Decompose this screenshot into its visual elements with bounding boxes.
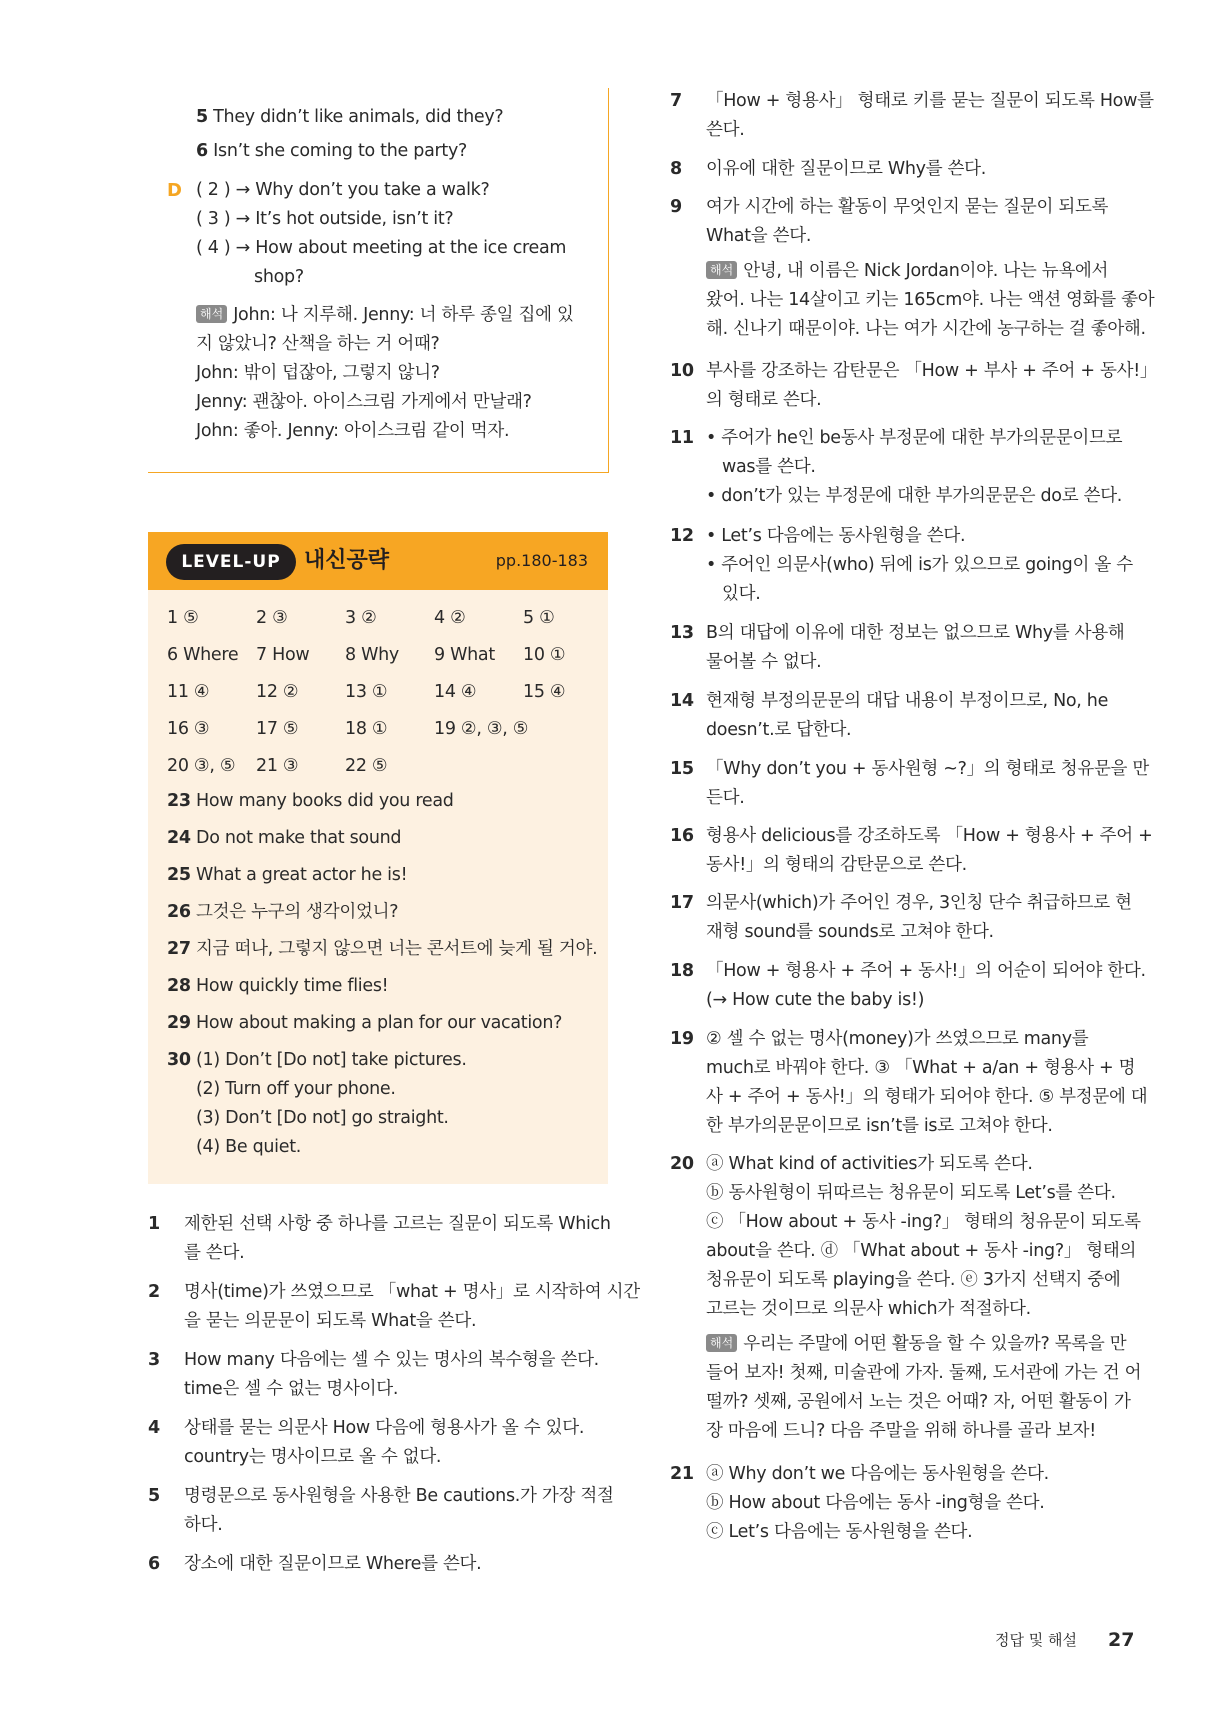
- explanation-line: 동사!」의 형태의 감탄문으로 쓴다.: [706, 855, 967, 875]
- explanation-line: ⓐ Why don’t we 다음에는 동사원형을 쓴다.: [706, 1464, 1049, 1484]
- explanation-line: 있다.: [722, 584, 761, 604]
- explanation-number: 17: [670, 893, 694, 913]
- level-up-badge: LEVEL-UP: [166, 544, 296, 580]
- explanation-line: 한 부가의문문이므로 isn’t를 is로 고쳐야 한다.: [706, 1116, 1053, 1136]
- answer-cell: 20 ③, ⑤: [167, 756, 236, 776]
- translation-line: 장 마음에 드니? 다음 주말을 위해 하나를 골라 보자!: [706, 1421, 1096, 1441]
- answer-number: 24: [167, 828, 191, 848]
- answer-line: [167, 1046, 467, 1075]
- explanation-line: 「Why don’t you + 동사원형 ~?」의 형태로 청유문을 만: [706, 759, 1150, 779]
- answer-cell: 7 How: [256, 645, 310, 665]
- explanation-line: 이유에 대한 질문이므로 Why를 쓴다.: [706, 159, 987, 179]
- explanation-number: 19: [670, 1029, 694, 1049]
- answer-cell: 16 ③: [167, 719, 210, 739]
- answer-text: Isn’t she coming to the party?: [213, 141, 467, 161]
- answer-line: shop?: [254, 267, 304, 287]
- answer-text: 그것은 누구의 생각이었니?: [196, 902, 399, 922]
- explanation-number: 1: [148, 1214, 160, 1234]
- section-d-label: D: [167, 180, 182, 201]
- answer-line: (3) Don’t [Do not] go straight.: [196, 1108, 449, 1128]
- footer-section-title: 정답 및 해설: [995, 1631, 1077, 1649]
- explanation-line: ⓒ 「How about + 동사 -ing?」 형태의 청유문이 되도록: [706, 1212, 1141, 1232]
- explanation-line: 물어볼 수 없다.: [706, 652, 822, 672]
- answer-text: 지금 떠나, 그렇지 않으면 너는 콘서트에 늦게 될 거야.: [196, 939, 598, 959]
- answer-line: [167, 972, 388, 1001]
- explanation-line: 「How + 형용사 + 주어 + 동사!」의 어순이 되어야 한다.: [706, 961, 1146, 981]
- explanation-line: much로 바꿔야 한다. ③ 「What + a/an + 형용사 + 명: [706, 1058, 1136, 1078]
- answer-line: [196, 137, 467, 166]
- explanation-line: ⓑ 동사원형이 뒤따르는 청유문이 되도록 Let’s를 쓴다.: [706, 1183, 1116, 1203]
- translation-line: 들어 보자! 첫째, 미술관에 가자. 둘째, 도서관에 가는 건 어: [706, 1363, 1142, 1383]
- explanation-line: 제한된 선택 사항 중 하나를 고르는 질문이 되도록 Which: [184, 1214, 611, 1234]
- explanation-line: (→ How cute the baby is!): [706, 990, 925, 1010]
- answer-cell: 4 ②: [434, 608, 466, 628]
- answer-cell: 8 Why: [345, 645, 399, 665]
- level-up-title: 내신공략: [304, 548, 390, 573]
- translation-line: John: 밖이 덥잖아, 그렇지 않니?: [196, 363, 440, 383]
- answer-number: 25: [167, 865, 191, 885]
- answer-cell: 22 ⑤: [345, 756, 388, 776]
- explanation-number: 2: [148, 1282, 160, 1302]
- explanation-number: 11: [670, 428, 694, 448]
- explanation-number: 4: [148, 1418, 160, 1438]
- explanation-line: 여가 시간에 하는 활동이 무엇인지 묻는 질문이 되도록: [706, 197, 1109, 217]
- explanation-number: 16: [670, 826, 694, 846]
- explanation-number: 18: [670, 961, 694, 981]
- haeseok-badge: 해석: [196, 305, 227, 323]
- answer-text: How many books did you read: [196, 791, 454, 811]
- answer-line: [167, 898, 398, 927]
- explanation-line: ⓒ Let’s 다음에는 동사원형을 쓴다.: [706, 1522, 973, 1542]
- answer-cell: 12 ②: [256, 682, 299, 702]
- answer-line: [167, 935, 597, 964]
- explanation-line: 를 쓴다.: [184, 1243, 245, 1263]
- answer-number: 23: [167, 791, 191, 811]
- translation-text: John: 나 지루해. Jenny: 너 하루 종일 집에 있: [233, 305, 574, 325]
- translation-line: 떨까? 셋째, 공원에서 노는 것은 어때? 자, 어떤 활동이 가: [706, 1392, 1131, 1412]
- answer-cell: 14 ④: [434, 682, 477, 702]
- explanation-number: 7: [670, 91, 682, 111]
- explanation-line: 형용사 delicious를 강조하도록 「How + 형용사 + 주어 +: [706, 826, 1153, 846]
- translation-line: 지 않았니? 산책을 하는 거 어때?: [196, 334, 440, 354]
- translation-line: [196, 301, 574, 330]
- answer-cell: 18 ①: [345, 719, 388, 739]
- explanation-number: 5: [148, 1486, 160, 1506]
- explanation-line: doesn’t.로 답한다.: [706, 720, 852, 740]
- answer-line: ( 2 ) → Why don’t you take a walk?: [196, 180, 490, 200]
- answer-line: ( 3 ) → It’s hot outside, isn’t it?: [196, 209, 454, 229]
- translation-line: John: 좋아. Jenny: 아이스크림 같이 먹자.: [196, 421, 510, 441]
- haeseok-badge: 해석: [706, 1334, 737, 1352]
- explanation-line: 의 형태로 쓴다.: [706, 390, 822, 410]
- explanation-number: 9: [670, 197, 682, 217]
- explanation-line: 「How + 형용사」 형태로 키를 묻는 질문이 되도록 How를: [706, 91, 1154, 111]
- translation-line: [706, 1330, 1126, 1359]
- explanation-line: ⓐ What kind of activities가 되도록 쓴다.: [706, 1154, 1033, 1174]
- explanation-line: 사 + 주어 + 동사!」의 형태가 되어야 한다. ⑤ 부정문에 대: [706, 1087, 1148, 1107]
- explanation-number: 14: [670, 691, 694, 711]
- translation-line: Jenny: 괜찮아. 아이스크림 가게에서 만날래?: [196, 392, 532, 412]
- page-range: pp.180-183: [495, 551, 588, 570]
- explanation-line: 장소에 대한 질문이므로 Where를 쓴다.: [184, 1554, 482, 1574]
- answer-cell: 9 What: [434, 645, 495, 665]
- answer-cell: 10 ①: [523, 645, 566, 665]
- answer-text: (1) Don’t [Do not] take pictures.: [196, 1050, 467, 1070]
- explanation-line: B의 대답에 이유에 대한 정보는 없으므로 Why를 사용해: [706, 623, 1125, 643]
- answer-line: [167, 824, 401, 853]
- answer-number: 30: [167, 1050, 191, 1070]
- haeseok-badge: 해석: [706, 261, 737, 279]
- answer-number: 28: [167, 976, 191, 996]
- explanation-line: country는 명사이므로 올 수 없다.: [184, 1447, 442, 1467]
- answer-cell: 11 ④: [167, 682, 210, 702]
- translation-text: 우리는 주말에 어떤 활동을 할 수 있을까? 목록을 만: [743, 1334, 1127, 1354]
- explanation-number: 13: [670, 623, 694, 643]
- explanation-line: about을 쓴다. ⓓ 「What about + 동사 -ing?」 형태의: [706, 1241, 1137, 1261]
- explanation-line: • Let’s 다음에는 동사원형을 쓴다.: [706, 526, 966, 546]
- explanation-line: 현재형 부정의문문의 대답 내용이 부정이므로, No, he: [706, 691, 1109, 711]
- answer-line: [196, 103, 503, 132]
- explanation-line: 하다.: [184, 1515, 223, 1535]
- explanation-number: 10: [670, 361, 694, 381]
- explanation-line: • don’t가 있는 부정문에 대한 부가의문문은 do로 쓴다.: [706, 486, 1123, 506]
- answer-cell: 13 ①: [345, 682, 388, 702]
- page-number: 27: [1108, 1629, 1135, 1651]
- explanation-line: time은 셀 수 없는 명사이다.: [184, 1379, 399, 1399]
- explanation-line: ⓑ How about 다음에는 동사 -ing형을 쓴다.: [706, 1493, 1045, 1513]
- explanation-line: 고르는 것이므로 의문사 which가 적절하다.: [706, 1299, 1031, 1319]
- explanation-line: What을 쓴다.: [706, 226, 812, 246]
- explanation-line: How many 다음에는 셀 수 있는 명사의 복수형을 쓴다.: [184, 1350, 599, 1370]
- answer-number: 26: [167, 902, 191, 922]
- answer-line: (4) Be quiet.: [196, 1137, 302, 1157]
- explanation-number: 8: [670, 159, 682, 179]
- translation-text: 안녕, 내 이름은 Nick Jordan이야. 나는 뉴욕에서: [743, 261, 1109, 281]
- answer-line: [167, 861, 407, 890]
- explanation-number: 21: [670, 1464, 694, 1484]
- answer-cell: 3 ②: [345, 608, 377, 628]
- translation-line: [706, 257, 1108, 286]
- explanation-number: 15: [670, 759, 694, 779]
- answer-number: 5: [196, 107, 208, 127]
- explanation-line: was를 쓴다.: [722, 457, 816, 477]
- answer-cell: 17 ⑤: [256, 719, 299, 739]
- answer-cell: 5 ①: [523, 608, 555, 628]
- explanation-line: 부사를 강조하는 감탄문은 「How + 부사 + 주어 + 동사!」: [706, 361, 1158, 381]
- explanation-number: 20: [670, 1154, 694, 1174]
- explanation-line: 청유문이 되도록 playing을 쓴다. ⓔ 3가지 선택지 중에: [706, 1270, 1121, 1290]
- answer-cell: 21 ③: [256, 756, 299, 776]
- translation-line: 왔어. 나는 14살이고 키는 165cm야. 나는 액션 영화를 좋아: [706, 290, 1155, 310]
- answer-cell: 2 ③: [256, 608, 288, 628]
- answer-number: 29: [167, 1013, 191, 1033]
- answer-number: 6: [196, 141, 208, 161]
- answer-text: Do not make that sound: [196, 828, 402, 848]
- answer-line: ( 4 ) → How about meeting at the ice cream: [196, 238, 567, 258]
- explanation-line: • 주어인 의문사(who) 뒤에 is가 있으므로 going이 올 수: [706, 555, 1133, 575]
- explanation-line: 명사(time)가 쓰였으므로 「what + 명사」로 시작하여 시간: [184, 1282, 640, 1302]
- explanation-line: 재형 sound를 sounds로 고쳐야 한다.: [706, 922, 994, 942]
- answer-line: [167, 787, 454, 816]
- answer-text: What a great actor he is!: [196, 865, 408, 885]
- explanation-line: • 주어가 he인 be동사 부정문에 대한 부가의문문이므로: [706, 428, 1123, 448]
- answer-cell: 6 Where: [167, 645, 239, 665]
- answer-cell: 19 ②, ③, ⑤: [434, 719, 529, 739]
- answer-number: 27: [167, 939, 191, 959]
- explanation-line: 쓴다.: [706, 120, 745, 140]
- explanation-line: 의문사(which)가 주어인 경우, 3인칭 단수 취급하므로 현: [706, 893, 1132, 913]
- explanation-line: 상태를 묻는 의문사 How 다음에 형용사가 올 수 있다.: [184, 1418, 585, 1438]
- explanation-line: 명령문으로 동사원형을 사용한 Be cautions.가 가장 적절: [184, 1486, 614, 1506]
- answer-line: (2) Turn off your phone.: [196, 1079, 396, 1099]
- explanation-number: 12: [670, 526, 694, 546]
- explanation-number: 6: [148, 1554, 160, 1574]
- explanation-line: 든다.: [706, 788, 745, 808]
- answer-text: They didn’t like animals, did they?: [213, 107, 504, 127]
- answer-line: [167, 1009, 562, 1038]
- explanation-line: 을 묻는 의문문이 되도록 What을 쓴다.: [184, 1311, 477, 1331]
- answer-text: How about making a plan for our vacation?: [196, 1013, 563, 1033]
- translation-line: 해. 신나기 때문이야. 나는 여가 시간에 농구하는 걸 좋아해.: [706, 319, 1146, 339]
- explanation-number: 3: [148, 1350, 160, 1370]
- answer-cell: 1 ⑤: [167, 608, 199, 628]
- level-up-header: [148, 532, 608, 590]
- answer-cell: 15 ④: [523, 682, 566, 702]
- answer-text: How quickly time flies!: [196, 976, 389, 996]
- explanation-line: ② 셀 수 없는 명사(money)가 쓰였으므로 many를: [706, 1029, 1089, 1049]
